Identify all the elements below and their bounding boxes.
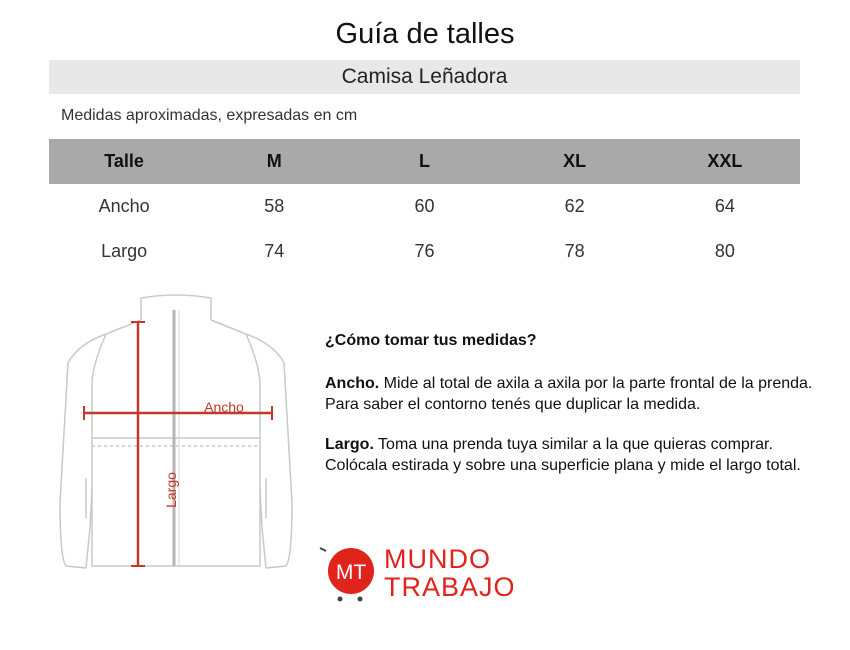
- product-name: Camisa Leñadora: [341, 65, 508, 88]
- logo-wordmark: [384, 545, 516, 601]
- instructions-title: ¿Cómo tomar tus medidas?: [325, 332, 537, 349]
- table-cell: 60: [414, 196, 435, 216]
- table-cell: 74: [264, 241, 285, 261]
- ancho-text-line1: Mide al total de axila a axila por la parte frontal de la prenda.: [383, 375, 813, 392]
- logo-line-2: TRABAJO: [384, 572, 516, 602]
- ancho-instructions: [325, 373, 845, 415]
- row-label: Largo: [101, 241, 148, 261]
- jacket-outline: [60, 295, 292, 568]
- table-row: [49, 229, 800, 274]
- column-header-xxl: XXL: [707, 151, 743, 171]
- table-cell: 58: [264, 196, 285, 216]
- row-label: Ancho: [98, 196, 150, 216]
- column-header-m: M: [266, 151, 282, 171]
- ancho-label: Ancho.: [325, 375, 380, 392]
- column-header-talle: Talle: [104, 151, 144, 171]
- table-cell: 76: [414, 241, 435, 261]
- largo-label: Largo.: [325, 436, 374, 453]
- table-row: [49, 184, 800, 229]
- width-measure-label: Ancho: [204, 399, 244, 415]
- largo-text-line1: Toma una prenda tuya similar a la que quieras comprar.: [378, 436, 773, 453]
- cart-logo-icon: [318, 545, 380, 605]
- ancho-text-line2: Para saber el contorno tenés que duplicar la medida.: [325, 396, 701, 413]
- column-header-l: L: [418, 151, 430, 171]
- largo-text-line2: Colócala estirada y sobre una superficie plana y mide el largo total.: [325, 457, 801, 474]
- largo-instructions: [325, 434, 845, 476]
- logo-line-1: MUNDO: [384, 544, 491, 574]
- size-table-header-row: [49, 139, 800, 184]
- brand-logo: [318, 545, 538, 605]
- product-name-bar: [49, 60, 800, 94]
- size-table: [49, 139, 800, 274]
- table-cell: 78: [564, 241, 585, 261]
- measurement-note: Medidas aproximadas, expresadas en cm: [61, 107, 358, 124]
- page-title: Guía de talles: [335, 18, 515, 50]
- column-header-xl: XL: [563, 151, 587, 171]
- length-measure-line: [131, 322, 145, 566]
- logo-monogram: MT: [335, 561, 367, 584]
- length-measure-label: Largo: [163, 472, 179, 508]
- table-cell: 80: [714, 241, 735, 261]
- table-cell: 62: [564, 196, 585, 216]
- jacket-measurement-diagram: [46, 288, 308, 573]
- table-cell: 64: [714, 196, 735, 216]
- measurement-instructions: [325, 330, 845, 495]
